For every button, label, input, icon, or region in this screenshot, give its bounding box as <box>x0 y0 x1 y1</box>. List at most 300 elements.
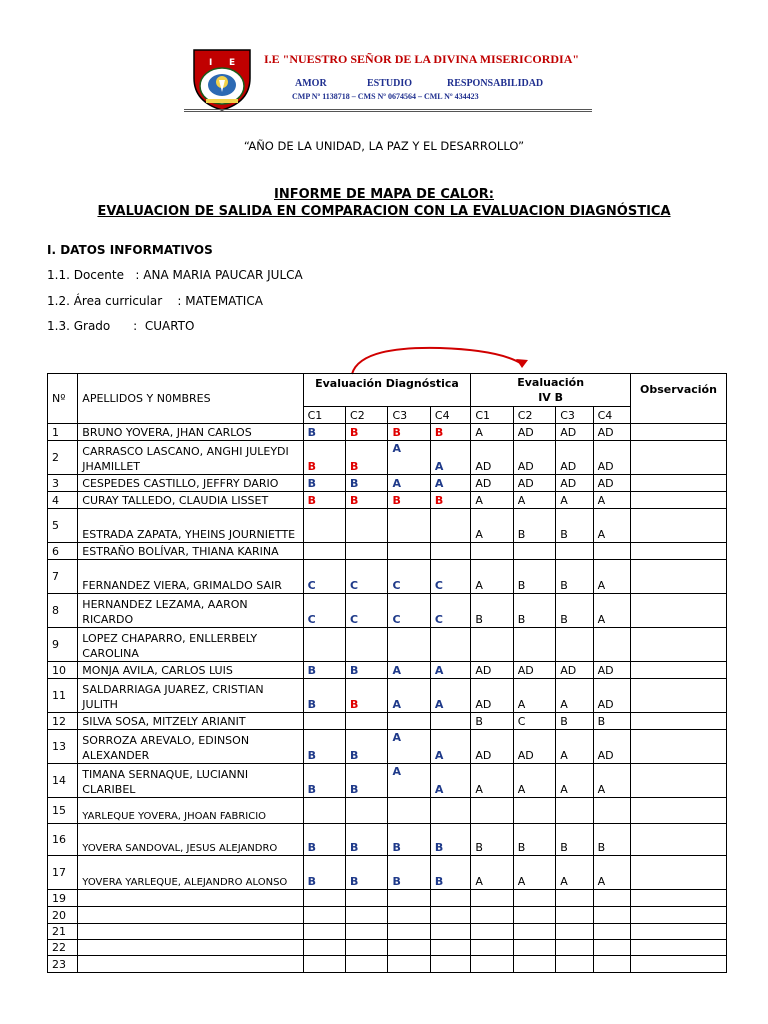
exit-evaluation-grade-c1: A <box>471 856 513 890</box>
diagnostic-grade-c1 <box>303 890 345 907</box>
col-header-observation: Observación <box>630 374 726 424</box>
row-number: 15 <box>48 798 78 824</box>
grade-value: A <box>392 765 401 778</box>
grade-value: A <box>434 749 444 762</box>
col-header-evaluation <box>471 374 631 407</box>
exit-evaluation-grade-c1: AD <box>471 730 513 764</box>
school-name: I.E "NUESTRO SEÑOR DE LA DIVINA MISERICORDIA" <box>264 52 580 66</box>
diagnostic-grade-c3 <box>388 940 430 956</box>
diagnostic-grade-c1 <box>303 441 345 475</box>
exit-evaluation-grade-c4: A <box>593 856 630 890</box>
student-name: SILVA SOSA, MITZELY ARIANIT <box>78 713 303 730</box>
exit-evaluation-grade-c4 <box>593 890 630 907</box>
diagnostic-grade-c1 <box>303 764 345 798</box>
motto-estudio: ESTUDIO <box>367 78 413 89</box>
exit-evaluation-grade-c1 <box>471 543 513 560</box>
row-number: 22 <box>48 940 78 956</box>
diagnostic-grade-c2 <box>346 798 388 824</box>
observation-cell <box>630 628 726 662</box>
exit-evaluation-grade-c4: B <box>593 824 630 856</box>
exit-evaluation-grade-c1 <box>471 890 513 907</box>
grade-value: A <box>434 698 444 711</box>
observation-cell <box>630 924 726 940</box>
row-number: 5 <box>48 509 78 543</box>
row-number: 14 <box>48 764 78 798</box>
exit-evaluation-grade-c2 <box>513 940 555 956</box>
diagnostic-grade-c4 <box>430 798 470 824</box>
row-number: 6 <box>48 543 78 560</box>
exit-evaluation-grade-c1 <box>471 956 513 973</box>
exit-evaluation-grade-c3: B <box>556 560 593 594</box>
grade-value: B <box>392 841 401 854</box>
exit-evaluation-grade-c3: B <box>556 594 593 628</box>
exit-evaluation-grade-c2 <box>513 924 555 940</box>
grade-value: A <box>392 477 401 490</box>
grade-value: B <box>434 494 444 507</box>
grade-value: C <box>307 613 316 626</box>
svg-text:I: I <box>209 58 213 68</box>
student-name: HERNANDEZ LEZAMA, AARON RICARDO <box>78 594 303 628</box>
diagnostic-grade-c2 <box>346 509 388 543</box>
diagnostic-grade-c1 <box>303 856 345 890</box>
col-header-number: Nº <box>48 374 78 424</box>
exit-evaluation-grade-c4 <box>593 543 630 560</box>
diagnostic-grade-c1 <box>303 956 345 973</box>
diagnostic-grade-c4 <box>430 594 470 628</box>
exit-evaluation-grade-c2 <box>513 628 555 662</box>
student-name <box>78 940 303 956</box>
diagnostic-grade-c4 <box>430 764 470 798</box>
exit-evaluation-grade-c3 <box>556 890 593 907</box>
diagnostic-grade-c4 <box>430 441 470 475</box>
student-name: SORROZA AREVALO, EDINSON ALEXANDER <box>78 730 303 764</box>
diagnostic-grade-c1 <box>303 824 345 856</box>
diagnostic-grade-c3 <box>388 543 430 560</box>
diagnostic-grade-c3 <box>388 890 430 907</box>
col-header-names: APELLIDOS Y N0MBRES <box>78 374 303 424</box>
student-name: CURAY TALLEDO, CLAUDIA LISSET <box>78 492 303 509</box>
grade-value: B <box>392 875 401 888</box>
student-name: MONJA AVILA, CARLOS LUIS <box>78 662 303 679</box>
letterhead <box>180 40 592 116</box>
grade-value: A <box>434 783 444 796</box>
table-row <box>48 713 727 730</box>
exit-evaluation-grade-c3 <box>556 907 593 924</box>
diagnostic-grade-c3 <box>388 730 430 764</box>
diagnostic-grade-c2 <box>346 424 388 441</box>
info-docente: 1.1. Docente : ANA MARIA PAUCAR JULCA <box>47 268 303 282</box>
school-mottos <box>295 78 543 89</box>
exit-evaluation-grade-c2: A <box>513 856 555 890</box>
exit-evaluation-grade-c1: AD <box>471 475 513 492</box>
exit-evaluation-grade-c3 <box>556 628 593 662</box>
table-row <box>48 890 727 907</box>
table-row <box>48 662 727 679</box>
exit-evaluation-grade-c3 <box>556 940 593 956</box>
exit-evaluation-grade-c4 <box>593 798 630 824</box>
exit-evaluation-grade-c2: B <box>513 594 555 628</box>
grade-value: B <box>392 426 401 439</box>
diagnostic-grade-c1 <box>303 940 345 956</box>
grade-value: B <box>350 841 359 854</box>
diagnostic-grade-c4 <box>430 662 470 679</box>
row-number: 13 <box>48 730 78 764</box>
diagnostic-grade-c2 <box>346 764 388 798</box>
grade-value: B <box>307 477 316 490</box>
row-number: 7 <box>48 560 78 594</box>
grade-value: B <box>350 875 359 888</box>
exit-evaluation-grade-c3: B <box>556 824 593 856</box>
exit-evaluation-grade-c1 <box>471 907 513 924</box>
diagnostic-grade-c2 <box>346 956 388 973</box>
diagnostic-grade-c2 <box>346 594 388 628</box>
diagnostic-grade-c3 <box>388 764 430 798</box>
exit-evaluation-grade-c2 <box>513 890 555 907</box>
observation-cell <box>630 594 726 628</box>
exit-evaluation-grade-c1: AD <box>471 679 513 713</box>
heatmap-table <box>47 373 727 973</box>
table-row <box>48 824 727 856</box>
diagnostic-grade-c3 <box>388 679 430 713</box>
grade-value: B <box>434 875 444 888</box>
diagnostic-grade-c1 <box>303 492 345 509</box>
student-name <box>78 956 303 973</box>
row-number: 2 <box>48 441 78 475</box>
exit-evaluation-grade-c3: A <box>556 730 593 764</box>
exit-evaluation-grade-c4: AD <box>593 475 630 492</box>
grade-value: B <box>307 664 316 677</box>
diagnostic-grade-c4 <box>430 560 470 594</box>
exit-evaluation-grade-c3 <box>556 956 593 973</box>
info-grado: 1.3. Grado : CUARTO <box>47 319 195 333</box>
exit-evaluation-grade-c4 <box>593 956 630 973</box>
exit-evaluation-grade-c4 <box>593 940 630 956</box>
exit-evaluation-grade-c4: AD <box>593 730 630 764</box>
registration-codes: CMP Nº 1138718 – CMS Nº 0674564 – CML Nº 434423 <box>292 92 479 101</box>
observation-cell <box>630 679 726 713</box>
grade-value: B <box>307 460 316 473</box>
exit-evaluation-grade-c1 <box>471 924 513 940</box>
student-name <box>78 890 303 907</box>
exit-evaluation-grade-c2: AD <box>513 475 555 492</box>
row-number: 9 <box>48 628 78 662</box>
table-row <box>48 594 727 628</box>
exit-evaluation-grade-c2 <box>513 543 555 560</box>
table-header-row <box>48 374 727 407</box>
exit-evaluation-grade-c4: AD <box>593 662 630 679</box>
exit-evaluation-grade-c3: A <box>556 856 593 890</box>
exit-evaluation-grade-c2: AD <box>513 730 555 764</box>
exit-evaluation-grade-c3: A <box>556 679 593 713</box>
exit-evaluation-grade-c1 <box>471 940 513 956</box>
row-number: 17 <box>48 856 78 890</box>
observation-cell <box>630 424 726 441</box>
exit-evaluation-grade-c4: AD <box>593 424 630 441</box>
report-subtitle: EVALUACION DE SALIDA EN COMPARACION CON LA EVALUACION DIAGNÓSTICA <box>97 204 671 219</box>
observation-cell <box>630 560 726 594</box>
exit-evaluation-grade-c3: AD <box>556 475 593 492</box>
grade-value: B <box>350 494 359 507</box>
observation-cell <box>630 940 726 956</box>
exit-evaluation-grade-c3: AD <box>556 662 593 679</box>
col-header-diagnostic: Evaluación Diagnóstica <box>303 374 471 407</box>
exit-evaluation-grade-c4: AD <box>593 679 630 713</box>
diagnostic-grade-c4 <box>430 956 470 973</box>
diagnostic-grade-c2 <box>346 628 388 662</box>
subheader-c4: C4 <box>430 407 470 424</box>
exit-evaluation-grade-c3 <box>556 798 593 824</box>
exit-evaluation-grade-c3: B <box>556 509 593 543</box>
grade-value: B <box>350 698 359 711</box>
observation-cell <box>630 475 726 492</box>
diagnostic-grade-c1 <box>303 628 345 662</box>
exit-evaluation-grade-c1: B <box>471 594 513 628</box>
diagnostic-grade-c4 <box>430 890 470 907</box>
exit-evaluation-grade-c3 <box>556 543 593 560</box>
exit-evaluation-grade-c2 <box>513 907 555 924</box>
exit-evaluation-grade-c2: AD <box>513 441 555 475</box>
exit-evaluation-grade-c4: B <box>593 713 630 730</box>
exit-evaluation-grade-c3: AD <box>556 424 593 441</box>
svg-text:E: E <box>229 58 236 68</box>
diagnostic-grade-c1 <box>303 509 345 543</box>
diagnostic-grade-c4 <box>430 856 470 890</box>
grade-value: A <box>392 698 401 711</box>
row-number: 19 <box>48 890 78 907</box>
observation-cell <box>630 543 726 560</box>
diagnostic-grade-c4 <box>430 509 470 543</box>
diagnostic-grade-c3 <box>388 956 430 973</box>
table-row <box>48 509 727 543</box>
diagnostic-grade-c4 <box>430 543 470 560</box>
grade-value: A <box>434 460 444 473</box>
table-row <box>48 560 727 594</box>
header-divider <box>184 111 592 112</box>
grade-value: B <box>307 841 316 854</box>
diagnostic-grade-c3 <box>388 424 430 441</box>
exit-evaluation-grade-c2: A <box>513 492 555 509</box>
exit-evaluation-grade-c2: AD <box>513 424 555 441</box>
diagnostic-grade-c2 <box>346 679 388 713</box>
diagnostic-grade-c2 <box>346 560 388 594</box>
grade-value: B <box>350 477 359 490</box>
grade-value: A <box>392 664 401 677</box>
table-row <box>48 424 727 441</box>
student-name: ESTRADA ZAPATA, YHEINS JOURNIETTE <box>78 509 303 543</box>
row-number: 3 <box>48 475 78 492</box>
exit-evaluation-grade-c4: A <box>593 509 630 543</box>
table-row <box>48 798 727 824</box>
grade-value: C <box>392 579 401 592</box>
exit-evaluation-grade-c3: A <box>556 764 593 798</box>
observation-cell <box>630 907 726 924</box>
observation-cell <box>630 441 726 475</box>
grade-value: B <box>434 841 444 854</box>
exit-evaluation-grade-c1: A <box>471 764 513 798</box>
exit-evaluation-grade-c4: A <box>593 492 630 509</box>
diagnostic-grade-c1 <box>303 662 345 679</box>
exit-evaluation-grade-c2: B <box>513 560 555 594</box>
diagnostic-grade-c4 <box>430 475 470 492</box>
grade-value: B <box>350 460 359 473</box>
grade-value: A <box>392 731 401 744</box>
exit-evaluation-grade-c2 <box>513 956 555 973</box>
student-name: CESPEDES CASTILLO, JEFFRY DARIO <box>78 475 303 492</box>
header-divider <box>184 109 592 110</box>
table-row <box>48 492 727 509</box>
diagnostic-grade-c3 <box>388 475 430 492</box>
exit-evaluation-grade-c2 <box>513 798 555 824</box>
grade-value: B <box>307 783 316 796</box>
grade-value: C <box>392 613 401 626</box>
row-number: 8 <box>48 594 78 628</box>
diagnostic-grade-c3 <box>388 628 430 662</box>
observation-cell <box>630 713 726 730</box>
row-number: 4 <box>48 492 78 509</box>
info-area: 1.2. Área curricular : MATEMATICA <box>47 294 263 308</box>
exit-evaluation-grade-c1: B <box>471 713 513 730</box>
row-number: 21 <box>48 924 78 940</box>
row-number: 11 <box>48 679 78 713</box>
diagnostic-grade-c1 <box>303 798 345 824</box>
diagnostic-grade-c3 <box>388 594 430 628</box>
table-row <box>48 940 727 956</box>
diagnostic-grade-c3 <box>388 662 430 679</box>
subheader-c2: C2 <box>513 407 555 424</box>
observation-cell <box>630 824 726 856</box>
subheader-c1: C1 <box>471 407 513 424</box>
curved-arrow-icon <box>340 344 540 376</box>
grade-value: B <box>307 426 316 439</box>
observation-cell <box>630 492 726 509</box>
row-number: 16 <box>48 824 78 856</box>
grade-value: C <box>350 579 359 592</box>
observation-cell <box>630 956 726 973</box>
grade-value: B <box>307 494 316 507</box>
grade-value: C <box>307 579 316 592</box>
exit-evaluation-grade-c4 <box>593 907 630 924</box>
student-name: FERNANDEZ VIERA, GRIMALDO SAIR <box>78 560 303 594</box>
exit-evaluation-grade-c3: AD <box>556 441 593 475</box>
grade-value: C <box>350 613 359 626</box>
grade-value: A <box>434 664 444 677</box>
row-number: 10 <box>48 662 78 679</box>
grade-value: B <box>307 875 316 888</box>
table-row <box>48 679 727 713</box>
observation-cell <box>630 509 726 543</box>
diagnostic-grade-c1 <box>303 679 345 713</box>
diagnostic-grade-c2 <box>346 924 388 940</box>
diagnostic-grade-c3 <box>388 856 430 890</box>
table-row <box>48 441 727 475</box>
table-row <box>48 856 727 890</box>
diagnostic-grade-c3 <box>388 824 430 856</box>
motto-amor: AMOR <box>295 78 327 89</box>
subheader-c2: C2 <box>346 407 388 424</box>
observation-cell <box>630 730 726 764</box>
diagnostic-grade-c4 <box>430 824 470 856</box>
table-row <box>48 628 727 662</box>
diagnostic-grade-c2 <box>346 441 388 475</box>
subheader-c4: C4 <box>593 407 630 424</box>
observation-cell <box>630 764 726 798</box>
diagnostic-grade-c2 <box>346 662 388 679</box>
diagnostic-grade-c3 <box>388 907 430 924</box>
exit-evaluation-grade-c1: A <box>471 424 513 441</box>
exit-evaluation-grade-c1 <box>471 798 513 824</box>
diagnostic-grade-c3 <box>388 798 430 824</box>
diagnostic-grade-c4 <box>430 730 470 764</box>
diagnostic-grade-c1 <box>303 713 345 730</box>
grade-value: B <box>392 494 401 507</box>
student-name: YOVERA YARLEQUE, ALEJANDRO ALONSO <box>78 856 303 890</box>
exit-evaluation-grade-c1: A <box>471 492 513 509</box>
diagnostic-grade-c2 <box>346 713 388 730</box>
grade-value: C <box>434 579 443 592</box>
diagnostic-grade-c2 <box>346 824 388 856</box>
diagnostic-grade-c3 <box>388 713 430 730</box>
diagnostic-grade-c1 <box>303 594 345 628</box>
exit-evaluation-grade-c3 <box>556 924 593 940</box>
diagnostic-grade-c1 <box>303 924 345 940</box>
section-heading: I. DATOS INFORMATIVOS <box>47 243 213 257</box>
subheader-c3: C3 <box>388 407 430 424</box>
exit-evaluation-grade-c4: AD <box>593 441 630 475</box>
exit-evaluation-grade-c1: AD <box>471 441 513 475</box>
diagnostic-grade-c4 <box>430 679 470 713</box>
exit-evaluation-grade-c3: A <box>556 492 593 509</box>
table-row <box>48 924 727 940</box>
diagnostic-grade-c2 <box>346 492 388 509</box>
exit-evaluation-grade-c1: A <box>471 509 513 543</box>
exit-evaluation-grade-c2: A <box>513 764 555 798</box>
grade-value: B <box>350 783 359 796</box>
grade-value: C <box>434 613 443 626</box>
student-name: YARLEQUE YOVERA, JHOAN FABRICIO <box>78 798 303 824</box>
student-name: CARRASCO LASCANO, ANGHI JULEYDI JHAMILLET <box>78 441 303 475</box>
year-phrase: “AÑO DE LA UNIDAD, LA PAZ Y EL DESARROLLO” <box>243 139 525 153</box>
diagnostic-grade-c1 <box>303 475 345 492</box>
diagnostic-grade-c1 <box>303 543 345 560</box>
exit-evaluation-grade-c3: B <box>556 713 593 730</box>
student-name: LOPEZ CHAPARRO, ENLLERBELY CAROLINA <box>78 628 303 662</box>
student-name: SALDARRIAGA JUAREZ, CRISTIAN JULITH <box>78 679 303 713</box>
row-number: 20 <box>48 907 78 924</box>
diagnostic-grade-c4 <box>430 713 470 730</box>
diagnostic-grade-c4 <box>430 492 470 509</box>
exit-evaluation-grade-c2: C <box>513 713 555 730</box>
observation-cell <box>630 798 726 824</box>
exit-evaluation-grade-c2: A <box>513 679 555 713</box>
diagnostic-grade-c2 <box>346 907 388 924</box>
diagnostic-grade-c4 <box>430 924 470 940</box>
row-number: 23 <box>48 956 78 973</box>
school-crest-logo <box>188 44 256 112</box>
diagnostic-grade-c2 <box>346 890 388 907</box>
observation-cell <box>630 890 726 907</box>
grade-value: A <box>392 442 401 455</box>
diagnostic-grade-c3 <box>388 509 430 543</box>
grade-value: B <box>350 426 359 439</box>
table-row <box>48 907 727 924</box>
diagnostic-grade-c2 <box>346 475 388 492</box>
table-row <box>48 543 727 560</box>
exit-evaluation-grade-c1: A <box>471 560 513 594</box>
student-name: TIMANA SERNAQUE, LUCIANNI CLARIBEL <box>78 764 303 798</box>
grade-value: B <box>307 749 316 762</box>
observation-cell <box>630 856 726 890</box>
exit-evaluation-grade-c1: B <box>471 824 513 856</box>
